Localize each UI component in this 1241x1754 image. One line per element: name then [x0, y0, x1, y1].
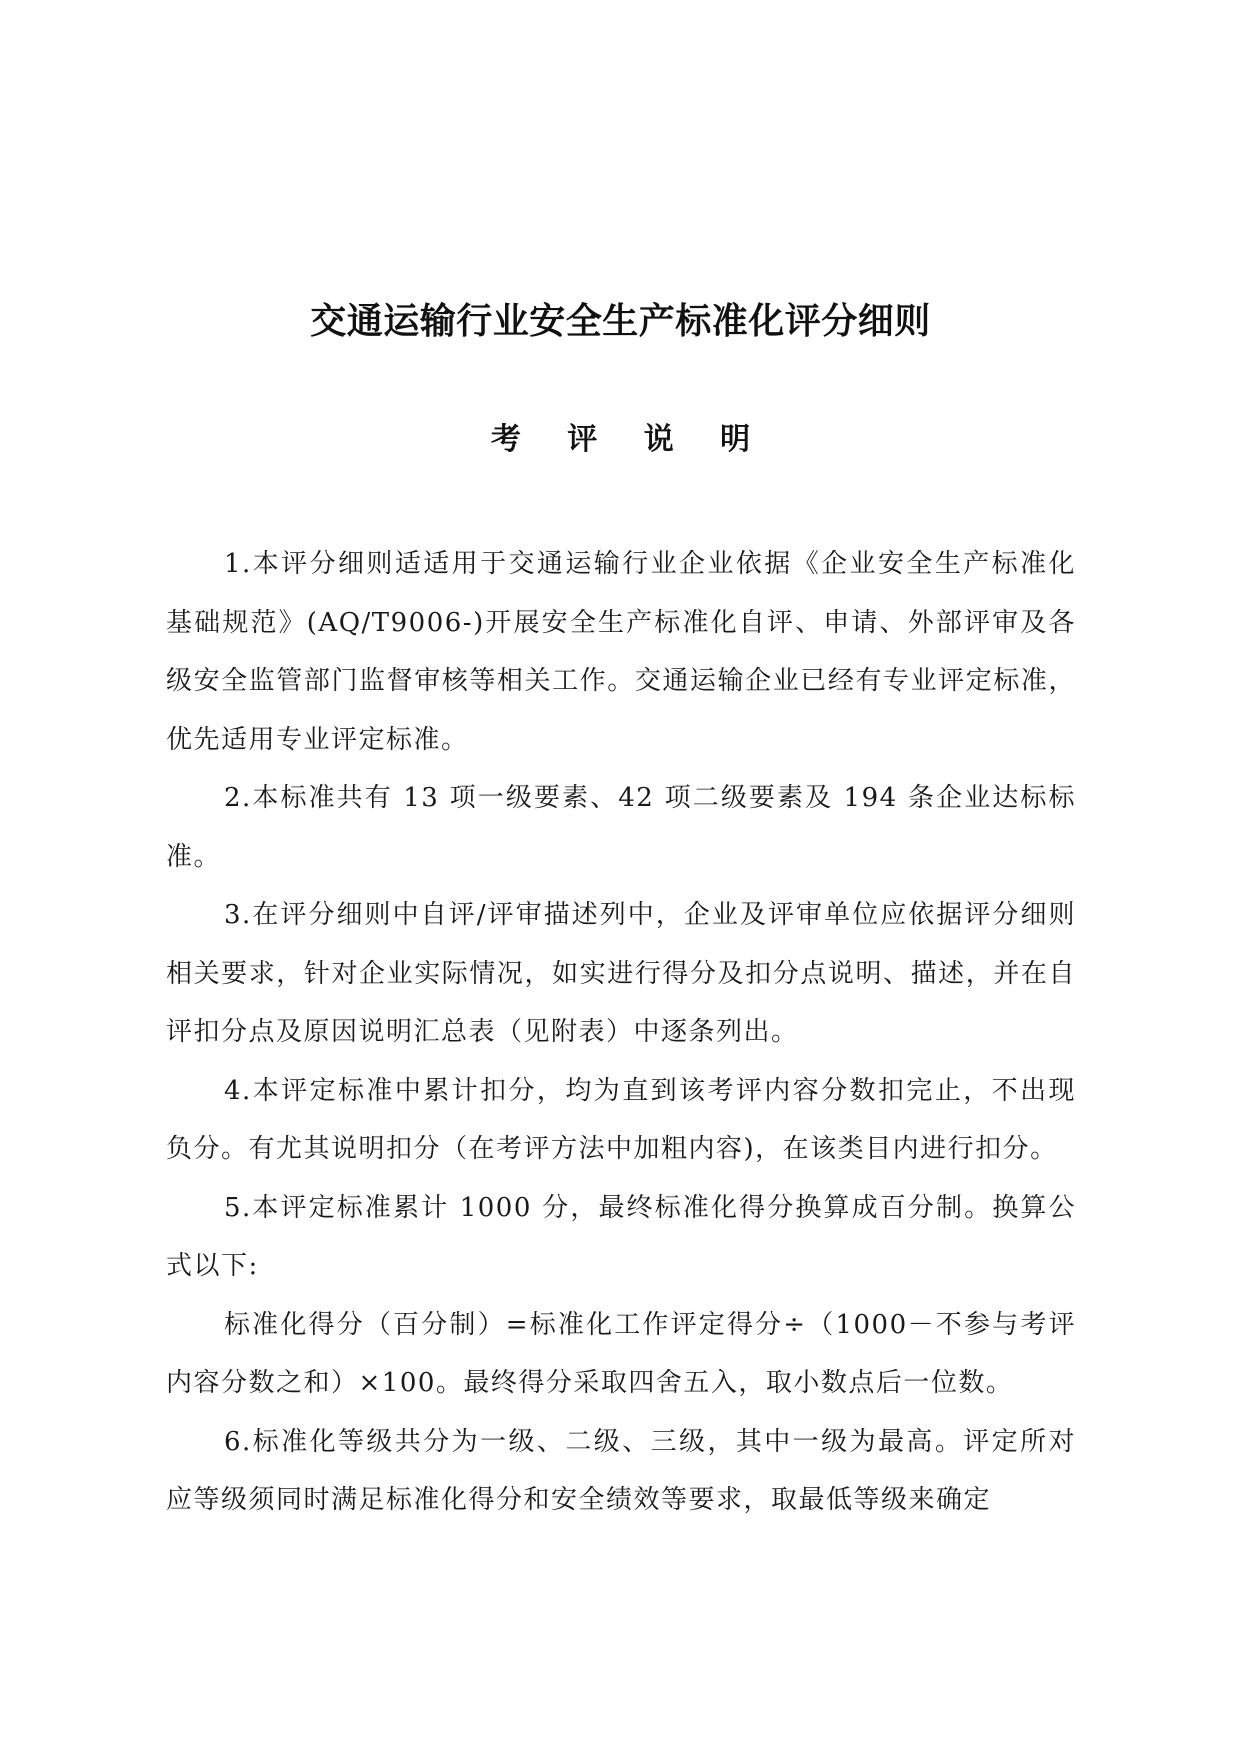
paragraph-6: 6.标准化等级共分为一级、二级、三级，其中一级为最高。评定所对应等级须同时满足标准化得分和安全绩效等要求，取最低等级来确定: [166, 1426, 1076, 1515]
paragraph-1: 1.本评分细则适适用于交通运输行业企业依据《企业安全生产标准化基础规范》(AQ/T9006-)开展安全生产标准化自评、申请、外部评审及各级安全监管部门监督审核等相关工作。交通运输企业已经有专业评定标准，优先适用专业评定标准。: [166, 549, 1076, 755]
paragraph-2: 2.本标准共有 13 项一级要素、42 项二级要素及 194 条企业达标标准。: [166, 783, 1076, 872]
document-body: [166, 535, 1076, 1530]
paragraph-3: 3.在评分细则中自评/评审描述列中，企业及评审单位应依据评分细则相关要求，针对企业实际情况，如实进行得分及扣分点说明、描述，并在自评扣分点及原因说明汇总表（见附表）中逐条列出。: [166, 900, 1076, 1047]
formula-paragraph: 标准化得分（百分制）=标准化工作评定得分÷（1000－不参与考评内容分数之和）×100。最终得分采取四舍五入，取小数点后一位数。: [166, 1309, 1076, 1398]
paragraph-4: 4.本评定标准中累计扣分，均为直到该考评内容分数扣完止，不出现负分。有尤其说明扣分（在考评方法中加粗内容)，在该类目内进行扣分。: [166, 1075, 1076, 1164]
document-title: 交通运输行业安全生产标准化评分细则: [310, 301, 931, 342]
paragraph-5: 5.本评定标准累计 1000 分，最终标准化得分换算成百分制。换算公式以下:: [166, 1192, 1076, 1281]
section-heading: 考 评 说 明: [490, 422, 769, 457]
